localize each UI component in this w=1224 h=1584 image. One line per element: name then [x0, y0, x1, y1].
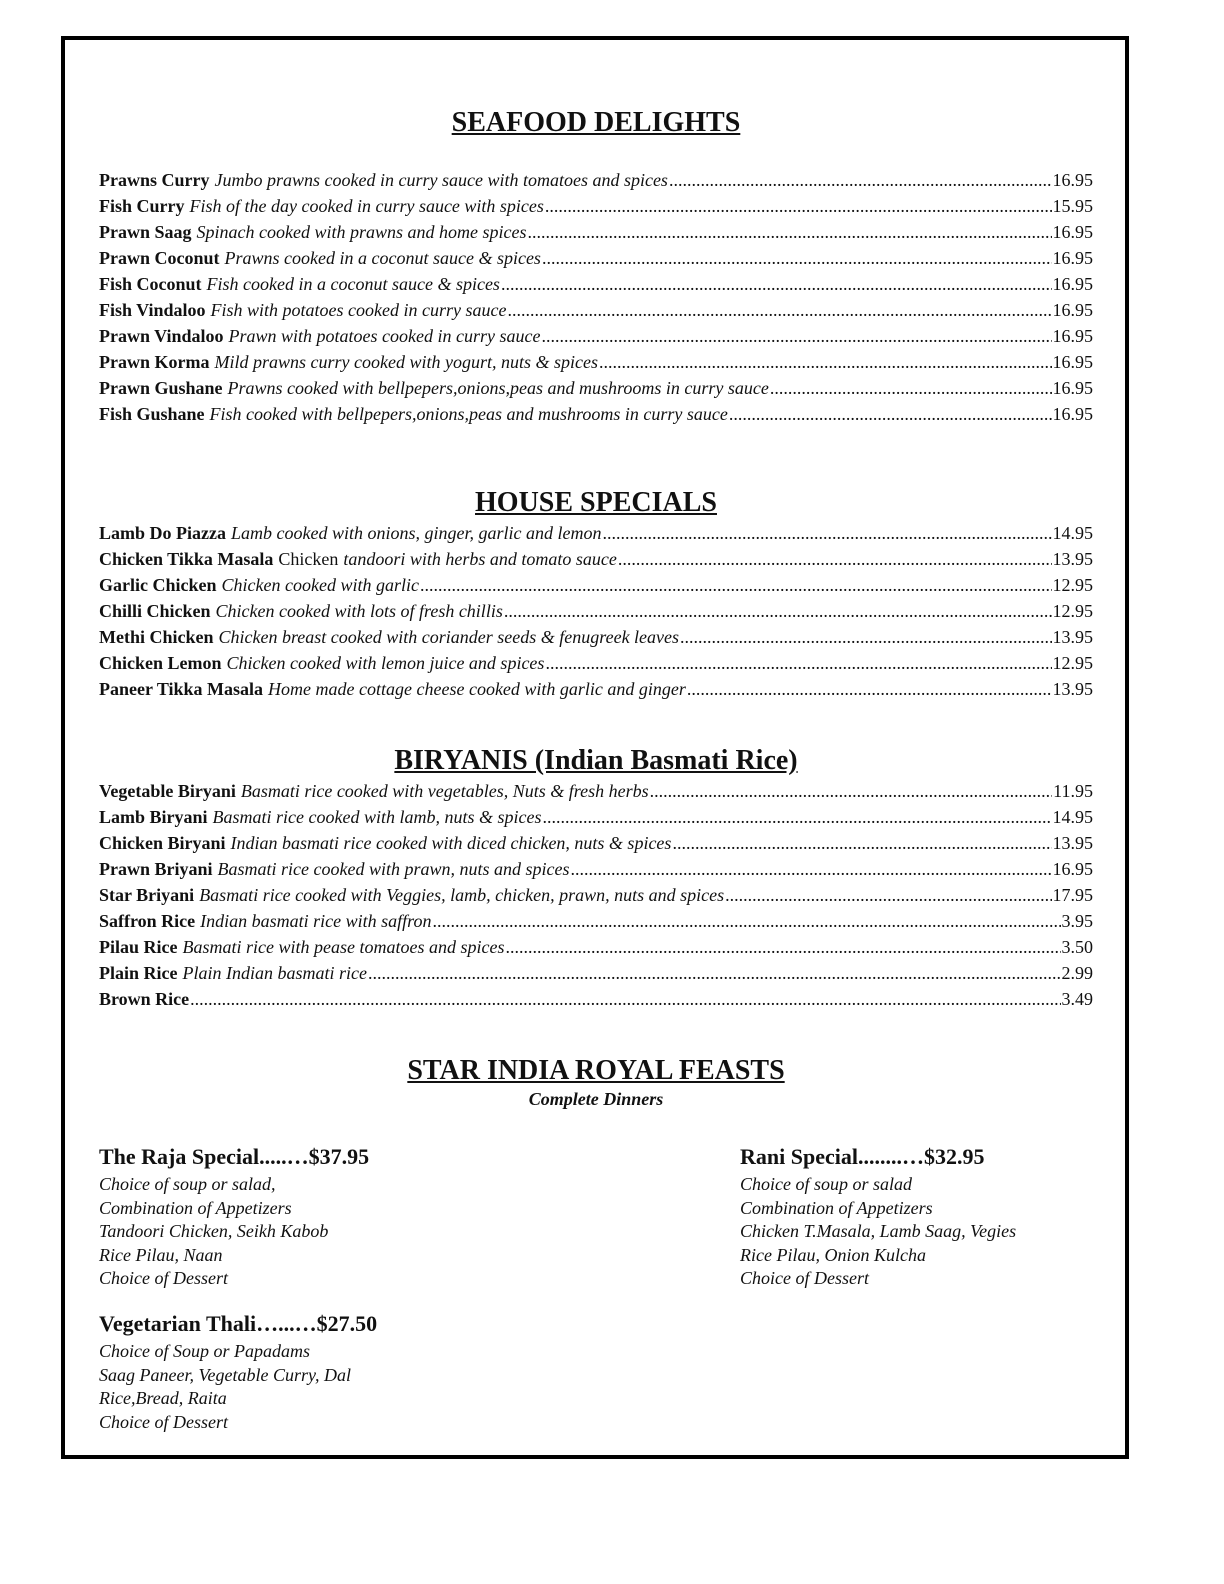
- menu-item: Fish Gushane Fish cooked with bellpepers,onions,peas and mushrooms in curry sauce ..... 16.95: [99, 401, 1093, 427]
- biryanis-section: [99, 744, 1093, 1012]
- menu-item: Chilli Chicken Chicken cooked with lots of fresh chillis ..... 12.95: [99, 598, 1093, 624]
- feast-line: Choice of soup or salad,: [99, 1174, 276, 1194]
- feast-line: Choice of Dessert: [99, 1268, 228, 1288]
- rani-special-title: Rani Special........…$32.95: [740, 1144, 985, 1169]
- royal-feasts-heading: STAR INDIA ROYAL FEASTS: [407, 1055, 785, 1086]
- feast-line: Combination of Appetizers: [740, 1197, 933, 1218]
- vegetarian-thali-title: Vegetarian Thali…...…$27.50: [99, 1311, 378, 1336]
- feast-line: Choice of Dessert: [740, 1268, 869, 1288]
- raja-special-title: The Raja Special.....…$37.95: [99, 1144, 370, 1169]
- menu-item: Prawn Vindaloo Prawn with potatoes cooked in curry sauce ..... 16.95: [99, 323, 1093, 349]
- royal-feasts-section: [99, 1054, 1093, 1110]
- seafood-list: [99, 167, 1093, 427]
- vegetarian-thali: [99, 1310, 519, 1434]
- menu-item: Vegetable Biryani Basmati rice cooked with vegetables, Nuts & fresh herbs ..... 11.95: [99, 778, 1093, 804]
- menu-item: Prawn Coconut Prawns cooked in a coconut sauce & spices ..... 16.95: [99, 245, 1093, 271]
- seafood-section: [99, 106, 1093, 427]
- feast-line: Combination of Appetizers: [99, 1197, 292, 1218]
- rani-special: [740, 1143, 1160, 1291]
- menu-item: Chicken Biryani Indian basmati rice cooked with diced chicken, nuts & spices ..... 13.95: [99, 830, 1093, 856]
- biryanis-list: [99, 778, 1093, 1012]
- menu-item: Pilau Rice Basmati rice with pease tomatoes and spices ..... 3.50: [99, 934, 1093, 960]
- menu-item: Fish Coconut Fish cooked in a coconut sauce & spices ..... 16.95: [99, 271, 1093, 297]
- house-specials-section: [99, 486, 1093, 702]
- seafood-heading: SEAFOOD DELIGHTS: [451, 107, 741, 138]
- house-specials-heading: HOUSE SPECIALS: [475, 487, 717, 518]
- menu-item: Saffron Rice Indian basmati rice with saffron ..... 3.95: [99, 908, 1093, 934]
- feast-line: Rice,Bread, Raita: [99, 1388, 227, 1408]
- menu-item: Star Briyani Basmati rice cooked with Veggies, lamb, chicken, prawn, nuts and spices ..... 17.95: [99, 882, 1093, 908]
- menu-item: Prawns Curry Jumbo prawns cooked in curry sauce with tomatoes and spices ..... 16.95: [99, 167, 1093, 193]
- feast-line: Rice Pilau, Naan: [99, 1244, 223, 1265]
- menu-item: Chicken Lemon Chicken cooked with lemon juice and spices ..... 12.95: [99, 650, 1093, 676]
- menu-item: Plain Rice Plain Indian basmati rice ..... 2.99: [99, 960, 1093, 986]
- feast-line: Chicken T.Masala, Lamb Saag, Vegies: [740, 1221, 1017, 1241]
- menu-item: Prawn Korma Mild prawns curry cooked with yogurt, nuts & spices ..... 16.95: [99, 349, 1093, 375]
- menu-item: Fish Vindaloo Fish with potatoes cooked in curry sauce ..... 16.95: [99, 297, 1093, 323]
- feast-line: Tandoori Chicken, Seikh Kabob: [99, 1221, 329, 1241]
- house-specials-list: [99, 520, 1093, 702]
- menu-item: Brown Rice ..... 3.49: [99, 986, 1093, 1012]
- menu-item: Garlic Chicken Chicken cooked with garlic ..... 12.95: [99, 572, 1093, 598]
- royal-feasts-subtitle: Complete Dinners: [528, 1089, 664, 1109]
- feast-line: Rice Pilau, Onion Kulcha: [740, 1244, 926, 1265]
- feast-line: Choice of Dessert: [99, 1411, 228, 1432]
- menu-item: Prawn Saag Spinach cooked with prawns and home spices ..... 16.95: [99, 219, 1093, 245]
- feast-line: Choice of Soup or Papadams: [99, 1341, 310, 1361]
- menu-item: Fish Curry Fish of the day cooked in curry sauce with spices ..... 15.95: [99, 193, 1093, 219]
- menu-item: Chicken Tikka Masala Chicken tandoori with herbs and tomato sauce ..... 13.95: [99, 546, 1093, 572]
- menu-item: Prawn Briyani Basmati rice cooked with prawn, nuts and spices ..... 16.95: [99, 856, 1093, 882]
- feast-line: Choice of soup or salad: [740, 1174, 913, 1194]
- feast-line: Saag Paneer, Vegetable Curry, Dal: [99, 1364, 351, 1385]
- biryanis-heading: BIRYANIS (Indian Basmati Rice): [394, 745, 798, 776]
- raja-special: [99, 1143, 519, 1291]
- menu-item: Prawn Gushane Prawns cooked with bellpepers,onions,peas and mushrooms in curry sauce ..... 16.95: [99, 375, 1093, 401]
- menu-item: Methi Chicken Chicken breast cooked with coriander seeds & fenugreek leaves ..... 13.95: [99, 624, 1093, 650]
- menu-item: Paneer Tikka Masala Home made cottage cheese cooked with garlic and ginger ..... 13.95: [99, 676, 1093, 702]
- menu-item: Lamb Do Piazza Lamb cooked with onions, ginger, garlic and lemon ..... 14.95: [99, 520, 1093, 546]
- menu-item: Lamb Biryani Basmati rice cooked with lamb, nuts & spices ..... 14.95: [99, 804, 1093, 830]
